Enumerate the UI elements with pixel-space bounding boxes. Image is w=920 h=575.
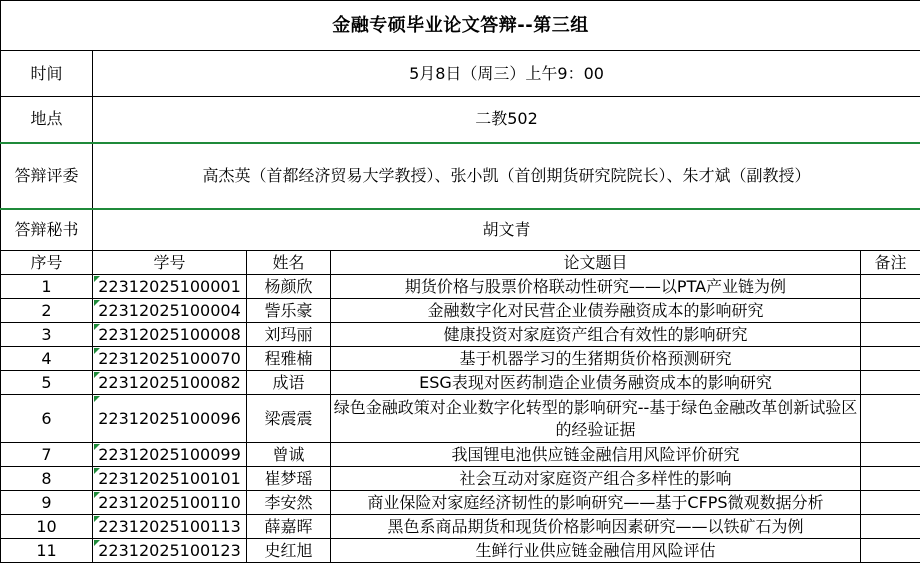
header-no[interactable]: 序号 — [1, 251, 93, 275]
row-name[interactable]: 杨颜欣 — [247, 275, 331, 299]
table-row — [1, 275, 920, 299]
row-name[interactable]: 史红旭 — [247, 539, 331, 563]
row-no[interactable]: 3 — [1, 323, 93, 347]
row-topic[interactable]: 健康投资对家庭资产组合有效性的影响研究 — [331, 323, 861, 347]
row-note[interactable] — [861, 371, 920, 395]
row-no[interactable]: 5 — [1, 371, 93, 395]
row-student-id[interactable]: 22312025100110 — [93, 491, 247, 515]
row-name[interactable]: 崔梦瑶 — [247, 467, 331, 491]
table-row — [1, 347, 920, 371]
place-value[interactable]: 二教502 — [93, 97, 920, 143]
row-student-id[interactable]: 22312025100113 — [93, 515, 247, 539]
row-student-id[interactable]: 22312025100070 — [93, 347, 247, 371]
row-student-id[interactable]: 22312025100123 — [93, 539, 247, 563]
row-topic[interactable]: ESG表现对医药制造企业债务融资成本的影响研究 — [331, 371, 861, 395]
row-no[interactable]: 1 — [1, 275, 93, 299]
row-student-id[interactable]: 22312025100008 — [93, 323, 247, 347]
row-note[interactable] — [861, 323, 920, 347]
secretary-label[interactable]: 答辩秘书 — [1, 209, 93, 251]
row-no[interactable]: 9 — [1, 491, 93, 515]
row-note[interactable] — [861, 539, 920, 563]
row-note[interactable] — [861, 491, 920, 515]
row-note[interactable] — [861, 443, 920, 467]
committee-value[interactable]: 高杰英（首都经济贸易大学教授）、张小凯（首创期货研究院院长）、朱才斌（副教授） — [93, 143, 920, 209]
row-name[interactable]: 程雅楠 — [247, 347, 331, 371]
row-name[interactable]: 李安然 — [247, 491, 331, 515]
table-row — [1, 299, 920, 323]
row-no[interactable]: 7 — [1, 443, 93, 467]
row-no[interactable]: 10 — [1, 515, 93, 539]
time-row — [1, 51, 920, 97]
row-student-id[interactable]: 22312025100096 — [93, 395, 247, 443]
table-row — [1, 323, 920, 347]
row-topic[interactable]: 绿色金融政策对企业数字化转型的影响研究--基于绿色金融改革创新试验区的经验证据 — [331, 395, 861, 443]
column-header-row — [1, 251, 920, 275]
row-topic[interactable]: 我国锂电池供应链金融信用风险评价研究 — [331, 443, 861, 467]
row-student-id[interactable]: 22312025100101 — [93, 467, 247, 491]
row-note[interactable] — [861, 395, 920, 443]
table-row — [1, 443, 920, 467]
row-name[interactable]: 梁震震 — [247, 395, 331, 443]
header-note[interactable]: 备注 — [861, 251, 920, 275]
row-note[interactable] — [861, 515, 920, 539]
row-no[interactable]: 11 — [1, 539, 93, 563]
row-topic[interactable]: 社会互动对家庭资产组合多样性的影响 — [331, 467, 861, 491]
row-student-id[interactable]: 22312025100099 — [93, 443, 247, 467]
committee-row — [1, 143, 920, 209]
committee-label[interactable]: 答辩评委 — [1, 143, 93, 209]
row-note[interactable] — [861, 467, 920, 491]
table-row — [1, 539, 920, 563]
row-student-id[interactable]: 22312025100004 — [93, 299, 247, 323]
place-row — [1, 97, 920, 143]
sheet-title[interactable]: 金融专硕毕业论文答辩--第三组 — [1, 1, 920, 51]
row-name[interactable]: 曾诚 — [247, 443, 331, 467]
row-no[interactable]: 4 — [1, 347, 93, 371]
header-topic[interactable]: 论文题目 — [331, 251, 861, 275]
secretary-value[interactable]: 胡文青 — [93, 209, 920, 251]
table-row — [1, 467, 920, 491]
row-topic[interactable]: 黑色系商品期货和现货价格影响因素研究——以铁矿石为例 — [331, 515, 861, 539]
row-topic[interactable]: 金融数字化对民营企业债券融资成本的影响研究 — [331, 299, 861, 323]
row-note[interactable] — [861, 275, 920, 299]
row-student-id[interactable]: 22312025100001 — [93, 275, 247, 299]
row-note[interactable] — [861, 347, 920, 371]
table-row — [1, 371, 920, 395]
time-label[interactable]: 时间 — [1, 51, 93, 97]
row-student-id[interactable]: 22312025100082 — [93, 371, 247, 395]
row-topic[interactable]: 生鲜行业供应链金融信用风险评估 — [331, 539, 861, 563]
row-name[interactable]: 刘玛丽 — [247, 323, 331, 347]
row-topic[interactable]: 基于机器学习的生猪期货价格预测研究 — [331, 347, 861, 371]
time-value[interactable]: 5月8日（周三）上午9：00 — [93, 51, 920, 97]
row-no[interactable]: 8 — [1, 467, 93, 491]
header-student-id[interactable]: 学号 — [93, 251, 247, 275]
row-no[interactable]: 6 — [1, 395, 93, 443]
header-name[interactable]: 姓名 — [247, 251, 331, 275]
table-row — [1, 395, 920, 443]
row-no[interactable]: 2 — [1, 299, 93, 323]
table-row — [1, 515, 920, 539]
row-name[interactable]: 成语 — [247, 371, 331, 395]
title-row — [1, 1, 920, 51]
row-note[interactable] — [861, 299, 920, 323]
secretary-row — [1, 209, 920, 251]
row-name[interactable]: 薛嘉晖 — [247, 515, 331, 539]
row-name[interactable]: 訾乐豪 — [247, 299, 331, 323]
table-row — [1, 491, 920, 515]
place-label[interactable]: 地点 — [1, 97, 93, 143]
row-topic[interactable]: 期货价格与股票价格联动性研究——以PTA产业链为例 — [331, 275, 861, 299]
row-topic[interactable]: 商业保险对家庭经济韧性的影响研究——基于CFPS微观数据分析 — [331, 491, 861, 515]
